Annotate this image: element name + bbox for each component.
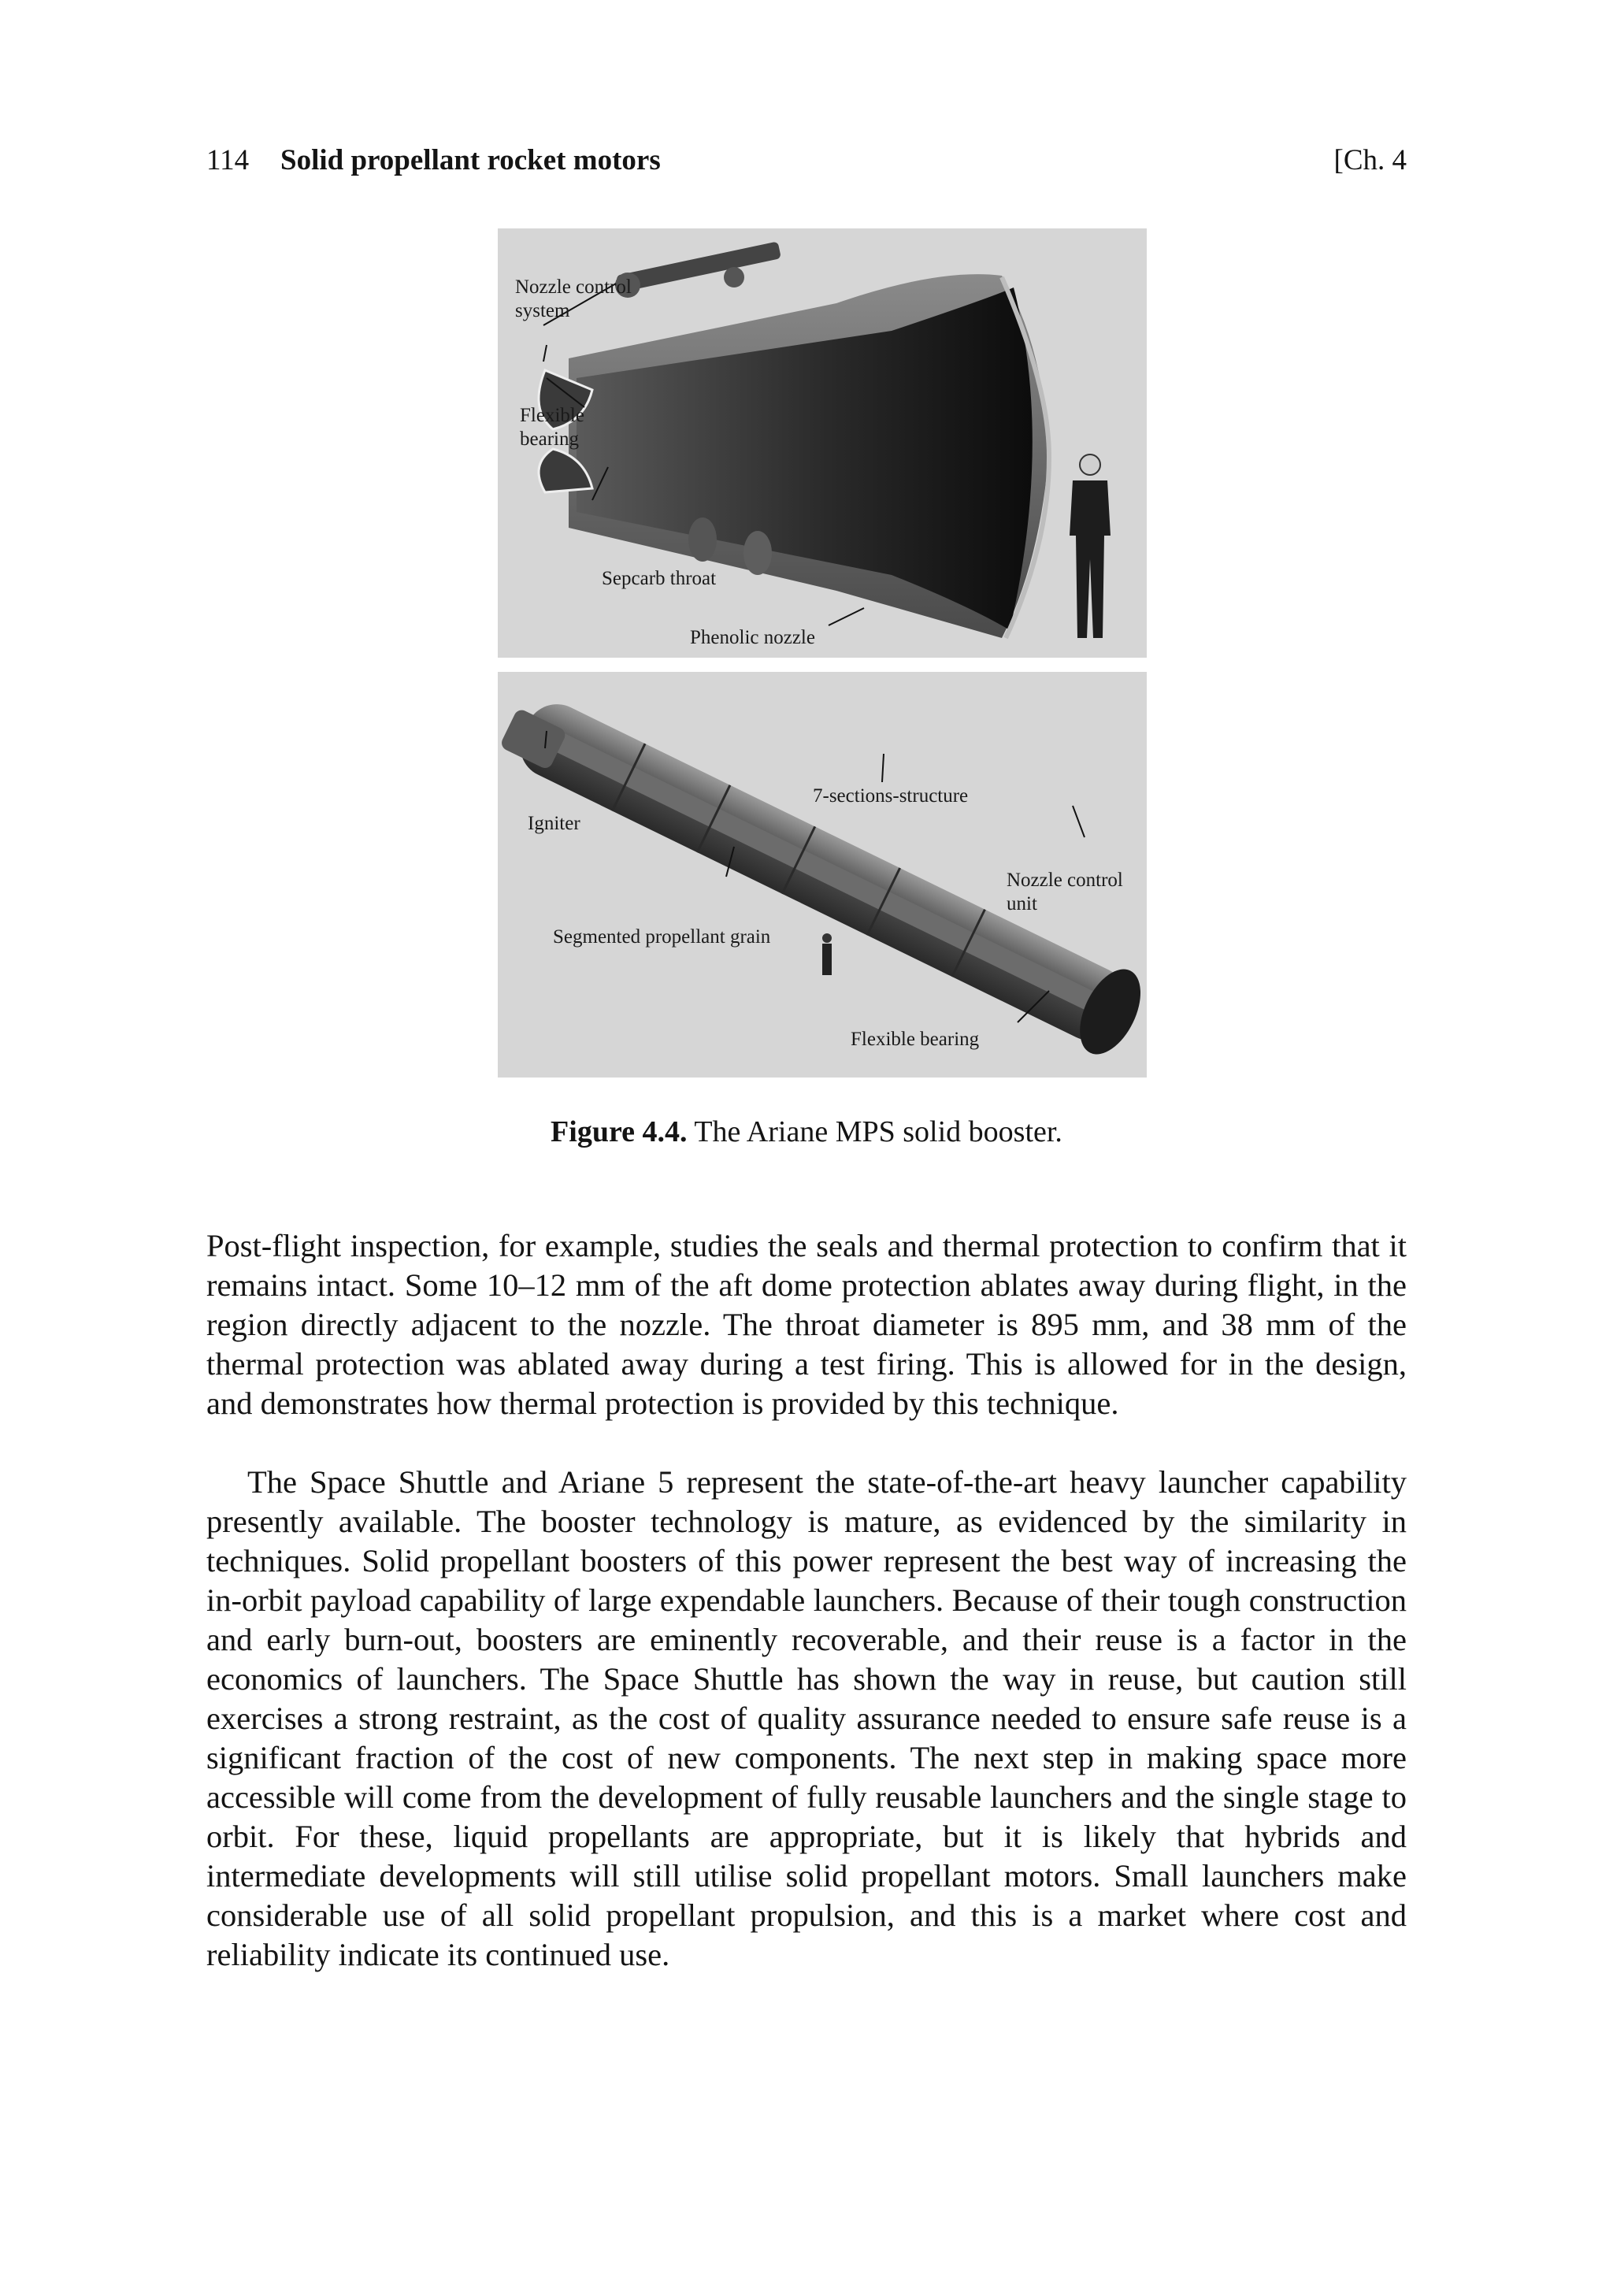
paragraph-1: Post-flight inspection, for example, studies the seals and thermal protection to confirm that it remains intact. Some 10–12 mm of the aft dome protection ablates away during flight, in the region directly adjacent to the nozzle. The throat diameter is 895 mm, and 38 mm of the thermal protection was ablated away during a test firing. This is allowed for in the design, and demonstrates how thermal protection is provided by this technique. — [206, 1228, 1407, 1421]
label-flexible-bearing-top: Flexible bearing — [520, 405, 584, 450]
label-phenolic-nozzle: Phenolic nozzle — [690, 627, 815, 648]
label-nozzle-control-system: Nozzle control system — [515, 276, 632, 321]
person-silhouette — [1070, 454, 1111, 638]
page-number: 114 — [206, 144, 250, 176]
running-header — [206, 142, 1407, 180]
label-sepcarb-throat: Sepcarb throat — [602, 568, 717, 589]
paragraph-2: The Space Shuttle and Ariane 5 represent the state-of-the-art heavy launcher capability presently available. The booster technology is mature, as evidenced by the similarity in techniques. Solid propellant boosters of this power represent the best way of increasing the in-orbit payload capability of large expendable launchers. Because of their tough construction and early burn-out, boosters are eminently recoverable, and their reuse is a factor in the economics of launchers. The Space Shuttle has shown the way in reuse, but caution still exercises a strong restraint, as the cost of quality assurance needed to ensure safe reuse is a significant fraction of the cost of new components. The next step in making space more accessible will come from the development of fully reusable launchers and the single stage to orbit. For these, liquid propellants are appropriate, but it is likely that hybrids and intermediate developments will still utilise solid propellant motors. Small launchers make considerable use of all solid propellant propulsion, and this is a market where cost and reliability indicate its continued use. — [206, 1464, 1407, 1972]
label-flexible-bearing-bottom: Flexible bearing — [851, 1029, 980, 1050]
person-silhouette-small — [822, 933, 832, 975]
running-title: Solid propellant rocket motors — [280, 144, 661, 176]
label-igniter: Igniter — [528, 813, 580, 834]
chapter-label: [Ch. 4 — [1333, 144, 1407, 176]
booster-cutaway-figure — [498, 672, 1147, 1078]
label-nozzle-control-unit: Nozzle control unit — [1007, 870, 1123, 914]
label-7-sections-structure: 7-sections-structure — [813, 785, 969, 807]
figure-caption — [0, 1113, 1613, 1151]
nozzle-cutaway-figure — [498, 228, 1147, 658]
caption-label: Figure 4.4. — [551, 1115, 688, 1148]
label-segmented-propellant-grain: Segmented propellant grain — [553, 926, 771, 948]
caption-text: The Ariane MPS solid booster. — [694, 1115, 1062, 1148]
